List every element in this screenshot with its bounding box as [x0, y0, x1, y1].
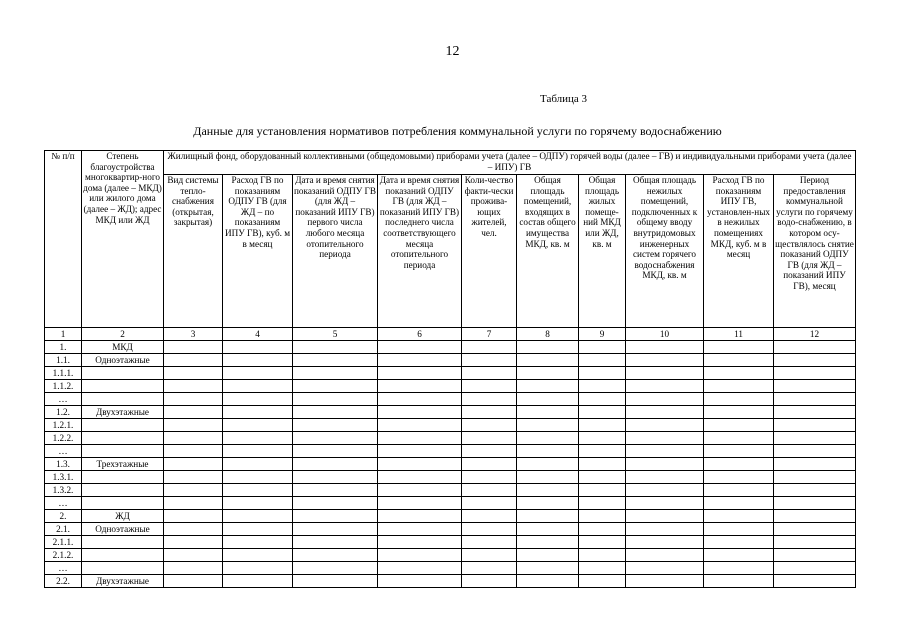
data-cell — [378, 523, 462, 536]
data-cell — [774, 458, 856, 471]
column-number: 7 — [462, 328, 517, 341]
data-cell — [704, 341, 774, 354]
data-cell — [626, 406, 704, 419]
row-label-cell — [82, 419, 164, 432]
row-label-cell — [82, 562, 164, 575]
data-cell — [293, 458, 378, 471]
data-cell — [579, 341, 626, 354]
table-row — [45, 354, 856, 367]
column-number: 3 — [164, 328, 223, 341]
data-cell — [293, 367, 378, 380]
data-cell — [626, 523, 704, 536]
data-cell — [293, 354, 378, 367]
row-number-cell: 2.1.2. — [45, 549, 82, 562]
table-row — [45, 497, 856, 510]
data-cell — [223, 406, 293, 419]
row-number-cell: 2.1.1. — [45, 536, 82, 549]
data-cell — [704, 497, 774, 510]
data-cell — [626, 393, 704, 406]
column-number-row — [45, 328, 856, 341]
data-cell — [774, 445, 856, 458]
data-cell — [223, 432, 293, 445]
header-col-9: Общая площадь жилых помеще-ний МКД или ЖД, кв. м — [579, 175, 626, 328]
row-number-cell: … — [45, 497, 82, 510]
data-cell — [579, 354, 626, 367]
row-label-cell: Одноэтажные — [82, 354, 164, 367]
row-label-cell — [82, 380, 164, 393]
data-cell — [774, 393, 856, 406]
data-cell — [378, 484, 462, 497]
table-title: Данные для установления нормативов потребления коммунальной услуги по горячему водоснабжению — [193, 124, 722, 138]
row-number-cell: 1.1.2. — [45, 380, 82, 393]
data-cell — [223, 380, 293, 393]
page-number: 12 — [445, 44, 460, 59]
data-cell — [704, 393, 774, 406]
data-cell — [164, 575, 223, 588]
column-number: 1 — [45, 328, 82, 341]
column-number: 8 — [517, 328, 579, 341]
data-cell — [704, 471, 774, 484]
data-cell — [579, 575, 626, 588]
data-cell — [517, 367, 579, 380]
data-cell — [462, 562, 517, 575]
data-cell — [293, 419, 378, 432]
data-cell — [378, 549, 462, 562]
data-cell — [517, 458, 579, 471]
table-row — [45, 471, 856, 484]
data-cell — [579, 471, 626, 484]
table-row — [45, 549, 856, 562]
data-cell — [517, 523, 579, 536]
table-row — [45, 419, 856, 432]
row-number-cell: 2. — [45, 510, 82, 523]
data-cell — [626, 575, 704, 588]
data-cell — [774, 432, 856, 445]
data-cell — [704, 536, 774, 549]
data-cell — [517, 432, 579, 445]
row-label-cell: Двухэтажные — [82, 406, 164, 419]
data-cell — [774, 536, 856, 549]
data-cell — [626, 562, 704, 575]
data-cell — [164, 354, 223, 367]
data-cell — [626, 549, 704, 562]
row-number-cell: 1.2. — [45, 406, 82, 419]
data-cell — [378, 367, 462, 380]
data-cell — [462, 484, 517, 497]
header-col-7: Коли-чество факти-чески прожива-ющих жителей, чел. — [462, 175, 517, 328]
data-cell — [293, 536, 378, 549]
data-cell — [293, 562, 378, 575]
row-number-cell: 1.3.2. — [45, 484, 82, 497]
data-cell — [164, 393, 223, 406]
header-col-5: Дата и время снятия показаний ОДПУ ГВ (для ЖД – показаний ИПУ ГВ) первого числа любого месяца отопительного периода — [293, 175, 378, 328]
table-row — [45, 484, 856, 497]
data-cell — [378, 510, 462, 523]
data-cell — [704, 575, 774, 588]
data-cell — [378, 562, 462, 575]
data-cell — [626, 458, 704, 471]
data-cell — [579, 497, 626, 510]
data-cell — [462, 419, 517, 432]
data-cell — [164, 471, 223, 484]
data-cell — [223, 471, 293, 484]
row-label-cell — [82, 367, 164, 380]
header-col-10: Общая площадь нежилых помещений, подключенных к общему вводу внутридомовых инженерных систем горячего водоснабжения МКД, кв. м — [626, 175, 704, 328]
data-cell — [293, 523, 378, 536]
row-number-cell: … — [45, 393, 82, 406]
data-cell — [223, 484, 293, 497]
row-label-cell: МКД — [82, 341, 164, 354]
data-cell — [774, 341, 856, 354]
table-row — [45, 575, 856, 588]
data-cell — [462, 549, 517, 562]
data-cell — [462, 523, 517, 536]
data-cell — [579, 406, 626, 419]
data-cell — [517, 497, 579, 510]
data-cell — [223, 497, 293, 510]
data-cell — [164, 523, 223, 536]
data-cell — [223, 419, 293, 432]
row-label-cell — [82, 445, 164, 458]
column-number: 2 — [82, 328, 164, 341]
data-cell — [164, 549, 223, 562]
data-cell — [517, 562, 579, 575]
data-cell — [626, 432, 704, 445]
row-label-cell — [82, 393, 164, 406]
row-number-cell: … — [45, 562, 82, 575]
row-number-cell: 1. — [45, 341, 82, 354]
data-cell — [517, 406, 579, 419]
data-cell — [223, 458, 293, 471]
row-number-cell: 1.1. — [45, 354, 82, 367]
data-cell — [164, 510, 223, 523]
data-cell — [378, 471, 462, 484]
data-cell — [164, 536, 223, 549]
data-cell — [462, 393, 517, 406]
data-cell — [378, 445, 462, 458]
data-cell — [579, 484, 626, 497]
data-cell — [774, 549, 856, 562]
header-col-11: Расход ГВ по показаниям ИПУ ГВ, установлен-ных в нежилых помещениях МКД, куб. м в месяц — [704, 175, 774, 328]
table-row — [45, 536, 856, 549]
table-row — [45, 510, 856, 523]
data-cell — [774, 484, 856, 497]
data-cell — [223, 562, 293, 575]
data-cell — [517, 393, 579, 406]
data-cell — [579, 458, 626, 471]
data-cell — [704, 523, 774, 536]
data-cell — [579, 549, 626, 562]
data-cell — [626, 510, 704, 523]
data-table — [44, 150, 856, 588]
data-cell — [378, 419, 462, 432]
row-label-cell: Одноэтажные — [82, 523, 164, 536]
data-cell — [579, 432, 626, 445]
data-cell — [626, 497, 704, 510]
data-cell — [378, 380, 462, 393]
row-number-cell: 2.1. — [45, 523, 82, 536]
row-label-cell: Двухэтажные — [82, 575, 164, 588]
data-cell — [579, 445, 626, 458]
column-number: 4 — [223, 328, 293, 341]
data-cell — [378, 341, 462, 354]
data-cell — [378, 432, 462, 445]
table-row — [45, 367, 856, 380]
data-cell — [164, 432, 223, 445]
data-cell — [223, 510, 293, 523]
header-col-6: Дата и время снятия показаний ОДПУ ГВ (для ЖД – показаний ИПУ ГВ) последнего числа соответствующего месяца отопительного периода — [378, 175, 462, 328]
column-number: 5 — [293, 328, 378, 341]
table-row — [45, 380, 856, 393]
data-cell — [704, 484, 774, 497]
data-cell — [579, 393, 626, 406]
row-label-cell — [82, 549, 164, 562]
data-cell — [517, 380, 579, 393]
data-cell — [378, 497, 462, 510]
data-cell — [626, 354, 704, 367]
data-cell — [164, 380, 223, 393]
table-row — [45, 523, 856, 536]
data-cell — [774, 497, 856, 510]
table-row — [45, 406, 856, 419]
data-cell — [378, 458, 462, 471]
data-cell — [517, 484, 579, 497]
data-cell — [579, 562, 626, 575]
data-cell — [774, 419, 856, 432]
data-cell — [517, 575, 579, 588]
data-cell — [164, 419, 223, 432]
data-cell — [223, 536, 293, 549]
data-cell — [774, 367, 856, 380]
data-cell — [462, 354, 517, 367]
header-col-2: Степень благоустройства многоквартир-ного дома (далее – МКД) или жилого дома (далее – ЖД); адрес МКД или ЖД — [82, 151, 164, 328]
data-cell — [223, 523, 293, 536]
column-number: 6 — [378, 328, 462, 341]
data-cell — [462, 432, 517, 445]
data-cell — [774, 354, 856, 367]
table-row — [45, 432, 856, 445]
data-cell — [774, 523, 856, 536]
data-cell — [517, 445, 579, 458]
data-cell — [462, 471, 517, 484]
data-cell — [774, 575, 856, 588]
data-cell — [704, 549, 774, 562]
data-cell — [378, 536, 462, 549]
row-number-cell: 1.2.1. — [45, 419, 82, 432]
data-cell — [579, 419, 626, 432]
data-cell — [378, 354, 462, 367]
row-label-cell — [82, 536, 164, 549]
data-cell — [774, 510, 856, 523]
table-row — [45, 341, 856, 354]
row-number-cell: 1.2.2. — [45, 432, 82, 445]
data-cell — [579, 523, 626, 536]
row-number-cell: 2.2. — [45, 575, 82, 588]
data-cell — [462, 510, 517, 523]
data-cell — [774, 380, 856, 393]
data-cell — [517, 354, 579, 367]
data-cell — [704, 510, 774, 523]
data-cell — [223, 393, 293, 406]
table-row — [45, 458, 856, 471]
data-cell — [704, 380, 774, 393]
row-label-cell — [82, 484, 164, 497]
data-cell — [223, 575, 293, 588]
row-label-cell — [82, 497, 164, 510]
row-number-cell: … — [45, 445, 82, 458]
data-cell — [293, 341, 378, 354]
data-cell — [223, 367, 293, 380]
data-cell — [517, 471, 579, 484]
data-cell — [704, 562, 774, 575]
data-cell — [704, 458, 774, 471]
data-cell — [517, 549, 579, 562]
data-cell — [626, 419, 704, 432]
header-col-12: Период предоставления коммунальной услуги по горячему водо-снабжению, в котором осу-ществлялось снятие показаний ОДПУ ГВ (для ЖД – показаний ИПУ ГВ), месяц — [774, 175, 856, 328]
data-cell — [378, 406, 462, 419]
data-cell — [164, 458, 223, 471]
data-cell — [378, 575, 462, 588]
data-cell — [293, 497, 378, 510]
data-cell — [462, 380, 517, 393]
table-label: Таблица 3 — [540, 93, 588, 105]
data-cell — [517, 341, 579, 354]
data-cell — [164, 406, 223, 419]
row-label-cell: Трехэтажные — [82, 458, 164, 471]
row-number-cell: 1.3. — [45, 458, 82, 471]
column-number: 9 — [579, 328, 626, 341]
header-col-1: № п/п — [45, 151, 82, 328]
data-cell — [293, 432, 378, 445]
header-col-8: Общая площадь помещений, входящих в состав общего имущества МКД, кв. м — [517, 175, 579, 328]
data-cell — [579, 536, 626, 549]
data-cell — [223, 445, 293, 458]
data-cell — [293, 575, 378, 588]
data-cell — [626, 536, 704, 549]
data-cell — [462, 497, 517, 510]
data-cell — [223, 341, 293, 354]
data-cell — [626, 341, 704, 354]
data-cell — [293, 380, 378, 393]
data-cell — [579, 380, 626, 393]
data-cell — [579, 510, 626, 523]
data-cell — [462, 536, 517, 549]
data-cell — [462, 406, 517, 419]
data-cell — [293, 406, 378, 419]
data-cell — [517, 510, 579, 523]
data-cell — [164, 562, 223, 575]
header-group: Жилищный фонд, оборудованный коллективными (общедомовыми) приборами учета (далее – ОДПУ) горячей воды (далее – ГВ) и индивидуальными приборами учета (далее – ИПУ) ГВ — [164, 151, 856, 175]
row-number-cell: 1.3.1. — [45, 471, 82, 484]
data-cell — [462, 367, 517, 380]
data-cell — [164, 341, 223, 354]
data-cell — [164, 484, 223, 497]
data-cell — [378, 393, 462, 406]
data-cell — [704, 419, 774, 432]
data-cell — [293, 549, 378, 562]
data-cell — [462, 575, 517, 588]
data-cell — [164, 445, 223, 458]
column-number: 11 — [704, 328, 774, 341]
data-cell — [293, 393, 378, 406]
data-cell — [704, 432, 774, 445]
data-cell — [164, 497, 223, 510]
data-cell — [774, 562, 856, 575]
data-cell — [293, 484, 378, 497]
data-cell — [293, 471, 378, 484]
data-cell — [704, 445, 774, 458]
data-cell — [223, 354, 293, 367]
data-cell — [462, 445, 517, 458]
data-cell — [704, 406, 774, 419]
row-number-cell: 1.1.1. — [45, 367, 82, 380]
data-cell — [626, 445, 704, 458]
row-label-cell: ЖД — [82, 510, 164, 523]
data-cell — [704, 367, 774, 380]
data-cell — [164, 367, 223, 380]
table-row — [45, 393, 856, 406]
row-label-cell — [82, 471, 164, 484]
data-cell — [223, 549, 293, 562]
data-cell — [293, 445, 378, 458]
row-label-cell — [82, 432, 164, 445]
data-cell — [517, 536, 579, 549]
column-number: 10 — [626, 328, 704, 341]
data-cell — [462, 458, 517, 471]
data-cell — [626, 484, 704, 497]
data-cell — [626, 380, 704, 393]
data-cell — [774, 471, 856, 484]
header-col-4: Расход ГВ по показаниям ОДПУ ГВ (для ЖД – по показаниям ИПУ ГВ), куб. м в месяц — [223, 175, 293, 328]
data-cell — [774, 406, 856, 419]
data-cell — [579, 367, 626, 380]
data-cell — [293, 510, 378, 523]
data-cell — [517, 419, 579, 432]
data-cell — [704, 354, 774, 367]
table-row — [45, 562, 856, 575]
data-cell — [626, 471, 704, 484]
data-cell — [462, 341, 517, 354]
header-col-3: Вид системы тепло-снабжения (открытая, закрытая) — [164, 175, 223, 328]
data-cell — [626, 367, 704, 380]
table-row — [45, 445, 856, 458]
column-number: 12 — [774, 328, 856, 341]
